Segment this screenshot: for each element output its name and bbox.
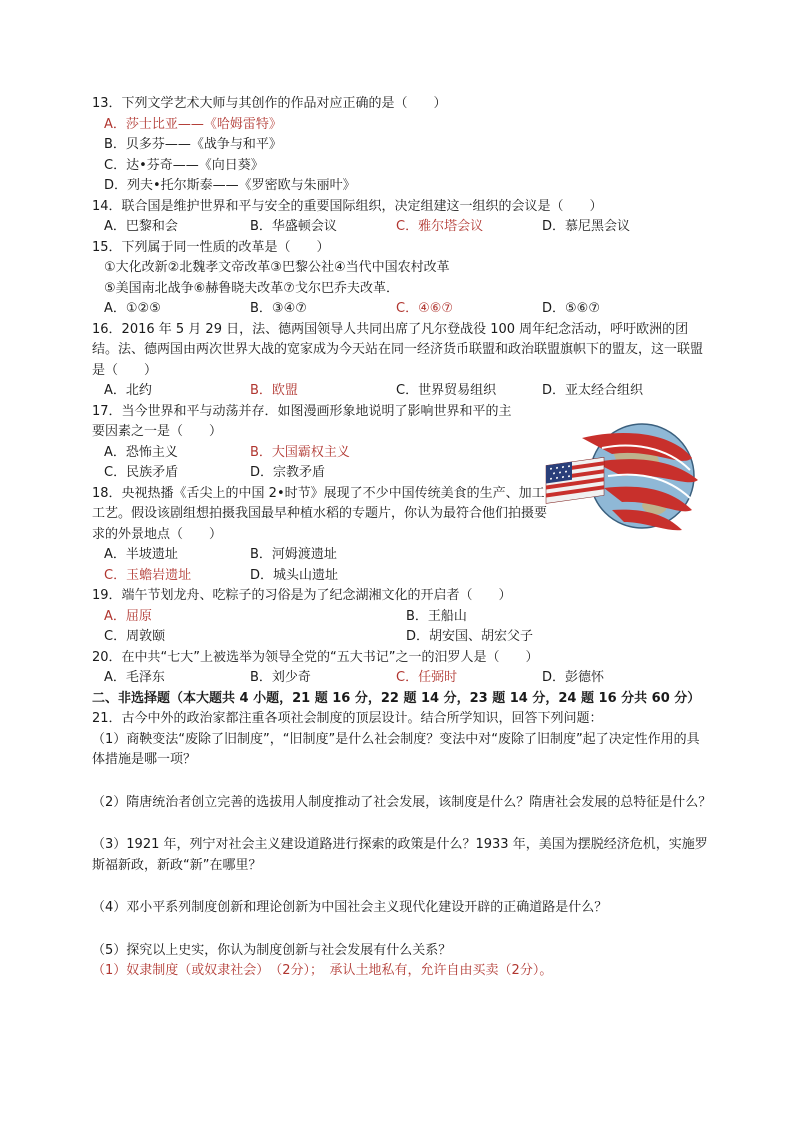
q21-part-1: （1）商鞅变法“废除了旧制度”，“旧制度”是什么社会制度？变法中对“废除了旧制度”起了决定性作用的具体措施是哪一项？	[92, 731, 700, 767]
q21-stem: 21．古今中外的政治家都注重各项社会制度的顶层设计。结合所学知识，回答下列问题：	[92, 711, 603, 726]
q21-part-2: （2）隋唐统治者创立完善的选拔用人制度推动了社会发展，该制度是什么？隋唐社会发展的总特征是什么？	[92, 794, 712, 810]
q18-option-d: D．城头山遗址	[250, 567, 339, 583]
q21-part-5: （5）探究以上史实，你认为制度创新与社会发展有什么关系？	[92, 942, 452, 958]
q16-option-d: D．亚太经合组织	[542, 383, 644, 398]
exam-page	[92, 94, 712, 982]
q15-option-b: B．③④⑦	[250, 301, 307, 316]
q13-stem: 13．下列文学艺术大师与其创作的作品对应正确的是（ ）	[92, 96, 447, 111]
q17-stem: 17．当今世界和平与动荡并存．如图漫画形象地说明了影响世界和平的主要因素之一是（ ）	[92, 403, 512, 439]
q16-option-c: C．世界贸易组织	[396, 383, 497, 398]
q14-option-c: C．雅尔塔会议	[396, 219, 484, 234]
q20-option-b: B．刘少奇	[250, 670, 311, 685]
q19-stem: 19．端午节划龙舟、吃粽子的习俗是为了纪念湖湘文化的开启者（ ）	[92, 588, 512, 603]
q15-option-d: D．⑤⑥⑦	[542, 301, 600, 316]
q15-option-c: C．④⑥⑦	[396, 301, 454, 316]
q21-answer: （1）奴隶制度（或奴隶社会） （2分）； 承认土地私有，允许自由买卖（2分）。	[92, 963, 553, 978]
q19-option-c: C．周敦颐	[104, 629, 166, 644]
q20-options	[92, 668, 712, 689]
globe-flag-cartoon-image	[542, 418, 702, 536]
q21-part-4: （4）邓小平系列制度创新和理论创新为中国社会主义现代化建设开辟的正确道路是什么？	[92, 900, 608, 915]
q19-option-b: B．王船山	[406, 608, 467, 624]
q20-option-a: A．毛泽东	[104, 670, 165, 685]
q13-option-b: B．贝多芬——《战争与和平》	[104, 137, 282, 152]
q15-items-2: ⑤美国南北战争⑥赫鲁晓夫改革⑦戈尔巴乔夫改革．	[104, 280, 399, 296]
q17-option-c: C．民族矛盾	[104, 465, 179, 480]
q19-option-d: D．胡安国、胡宏父子	[406, 629, 534, 644]
q18-option-a: A．半坡遗址	[104, 547, 178, 562]
q20-stem: 20．在中共“七大”上被选举为领导全党的“五大书记”之一的汨罗人是（ ）	[92, 649, 539, 665]
q16-options	[92, 381, 712, 402]
q13-option-c: C．达•芬奇——《向日葵》	[104, 157, 264, 173]
q17-option-b: B．大国霸权主义	[250, 444, 350, 460]
section-heading: 二、非选择题（本大题共 4 小题，21 题 16 分，22 题 14 分，23 题 14 分，24 题 16 分共 60 分）	[92, 690, 701, 706]
q15-option-a: A．①②⑤	[104, 301, 161, 316]
q16-option-b: B．欧盟	[250, 383, 298, 398]
q13-option-d: D．列夫•托尔斯泰——《罗密欧与朱丽叶》	[104, 178, 356, 193]
q18-stem: 18．央视热播《舌尖上的中国 2•时节》展现了不少中国传统美食的生产、加工工艺。假设该剧组想拍摄我国最早种植水稻的专题片，你认为最符合他们拍摄要求的外景地点（ ）	[92, 485, 548, 542]
q20-option-d: D．彭德怀	[542, 670, 605, 685]
q18-option-b: B．河姆渡遗址	[250, 547, 337, 562]
q18-options-row1	[92, 545, 712, 566]
q19-option-a: A．屈原	[104, 608, 152, 624]
q16-stem: 16．2016 年 5 月 29 日，法、德两国领导人共同出席了凡尔登战役 100 周年纪念活动，呼吁欧洲的团结。法、德两国由两次世界大战的宽家成为今天站在同一经济货币联盟和政治联盟旗帜下的盟友，这一联盟是（ ）	[92, 321, 704, 378]
q18-option-c: C．玉蟾岩遗址	[104, 567, 192, 583]
q17-option-a: A．恐怖主义	[104, 444, 178, 460]
q14-option-a: A．巴黎和会	[104, 219, 178, 234]
q14-options	[92, 217, 712, 238]
q17-option-d: D．宗教矛盾	[250, 465, 326, 480]
globe-flag-illustration	[542, 418, 702, 536]
q13-option-a: A．莎士比亚——《哈姆雷特》	[104, 116, 282, 132]
q15-options	[92, 299, 712, 320]
q19-options-row2	[92, 627, 712, 648]
q14-stem: 14．联合国是维护世界和平与安全的重要国际组织，决定组建这一组织的会议是（ ）	[92, 198, 603, 214]
q14-option-b: B．华盛顿会议	[250, 219, 337, 234]
q15-stem: 15．下列属于同一性质的改革是（ ）	[92, 239, 330, 255]
q18-options-row2	[92, 566, 712, 587]
q19-options-row1	[92, 607, 712, 628]
q14-option-d: D．慕尼黑会议	[542, 219, 631, 234]
q16-option-a: A．北约	[104, 383, 152, 398]
q20-option-c: C．任弼时	[396, 670, 458, 685]
q15-items-1: ①大化改新②北魏孝文帝改革③巴黎公社④当代中国农村改革	[104, 260, 450, 275]
q21-part-3: （3）1921 年，列宁对社会主义建设道路进行探索的政策是什么？1933 年，美国为摆脱经济危机，实施罗斯福新政，新政“新”在哪里？	[92, 837, 708, 873]
